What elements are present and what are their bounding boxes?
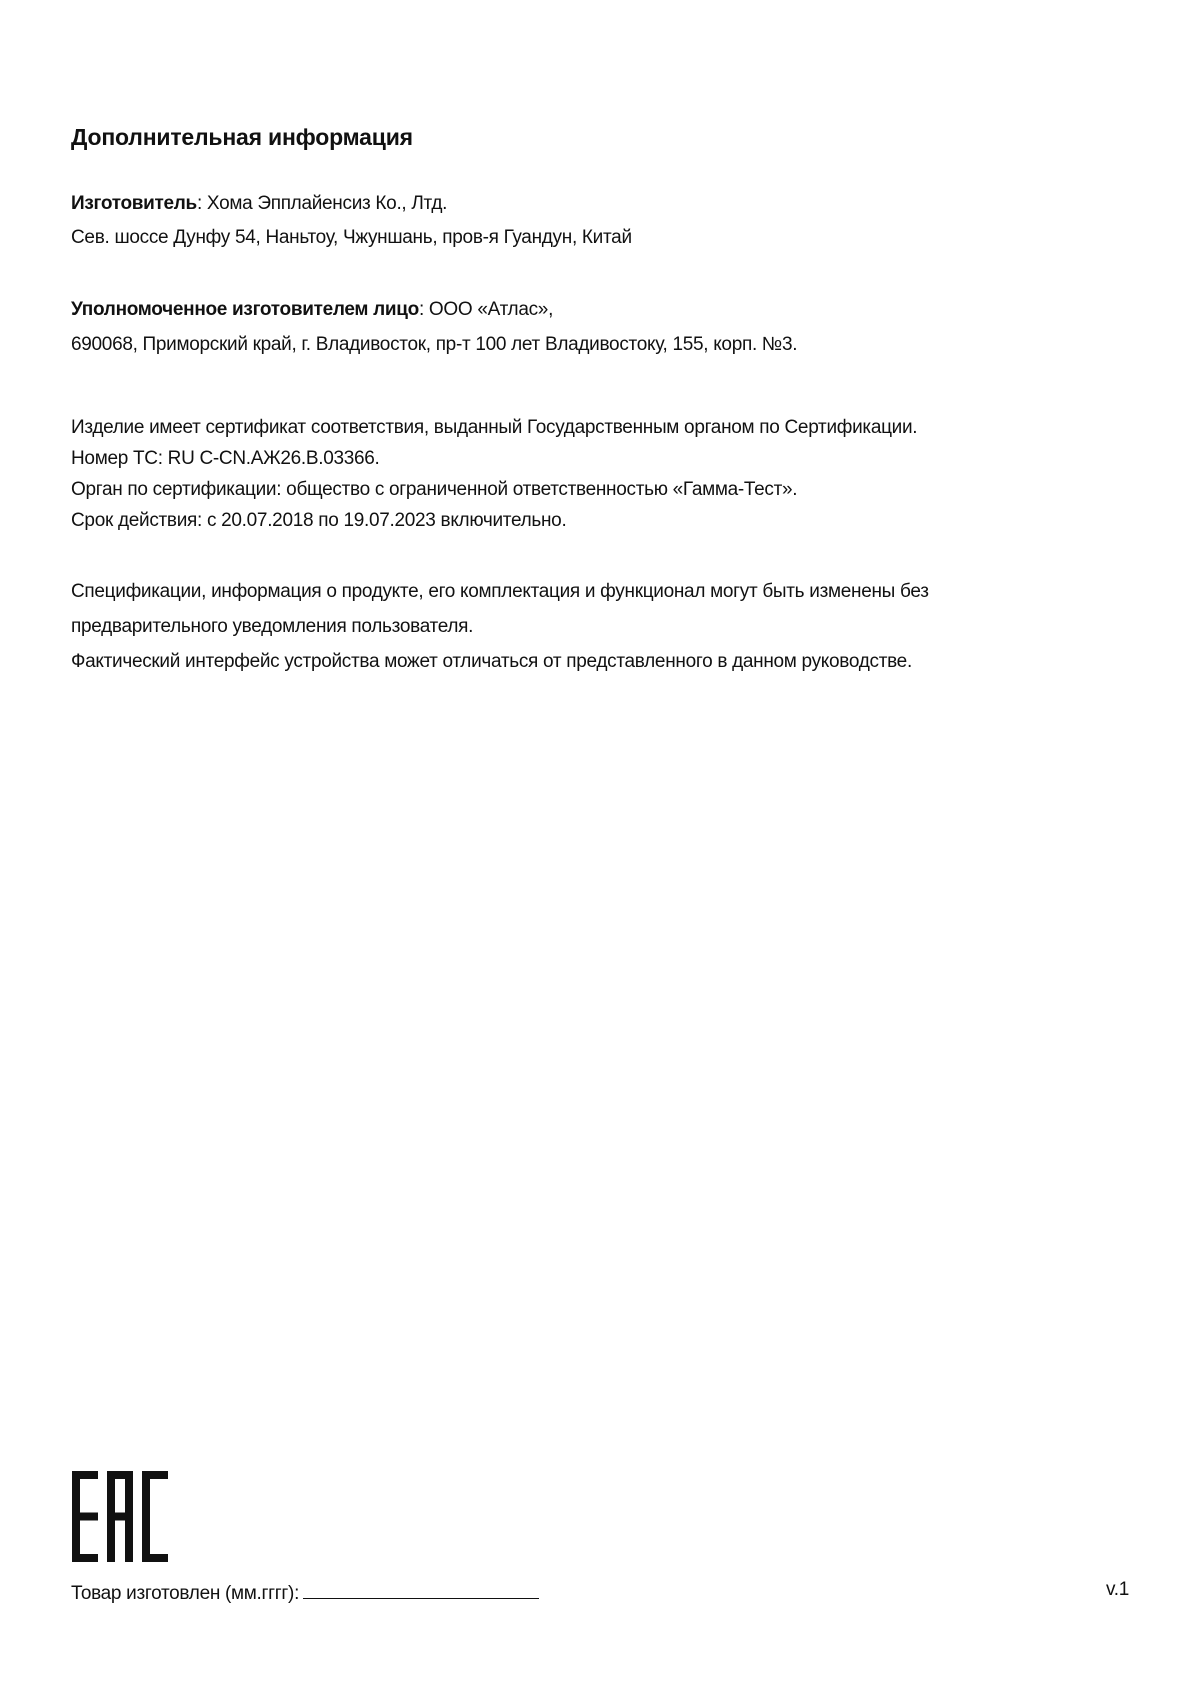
representative-line [71,292,797,327]
manufacturer-line [71,187,632,221]
specs-notice-line: Спецификации, информация о продукте, его комплектация и функционал могут быть изменены без [71,581,929,602]
certification-body: Орган по сертификации: общество с ограниченной ответственностью «Гамма-Тест». [71,479,798,500]
representative-section [71,292,797,362]
representative-address: 690068, Приморский край, г. Владивосток, пр-т 100 лет Владивостоку, 155, корп. №3. [71,334,798,355]
manufacturer-label: Изготовитель [71,193,197,214]
page-title: Дополнительная информация [71,124,413,150]
certificate-line: Изделие имеет сертификат соответствия, выданный Государственным органом по Сертификации. [71,417,918,438]
manufacture-date-label: Товар изготовлен (мм.гггг): [71,1583,300,1604]
document-version: v.1 [1106,1579,1130,1600]
manufacturer-address: Сев. шоссе Дунфу 54, Наньтоу, Чжуншань, пров-я Гуандун, Китай [71,227,632,248]
eac-mark-icon [72,1471,168,1562]
manufacture-date-blank [303,1578,539,1599]
interface-notice-line: Фактический интерфейс устройства может отличаться от представленного в данном руководстве. [71,651,912,672]
certificate-number: Номер ТС: RU C-CN.АЖ26.В.03366. [71,448,380,469]
certificate-section [71,412,917,536]
certificate-validity: Срок действия: с 20.07.2018 по 19.07.2023 включительно. [71,510,567,531]
specs-notice-line: предварительного уведомления пользователя. [71,616,474,637]
representative-label: Уполномоченное изготовителем лицо [71,299,419,320]
manufacturer-name: : Хома Эпплайенсиз Ко., Лтд. [196,193,448,214]
manufacturer-section [71,187,632,255]
representative-name: : ООО «Атлас», [418,299,554,320]
manufacture-date-field [71,1578,539,1606]
specs-notice-section [71,574,929,679]
